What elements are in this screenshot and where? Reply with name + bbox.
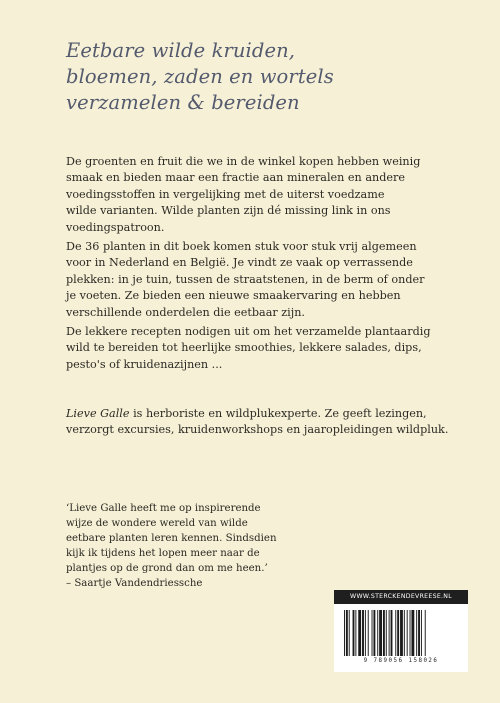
barcode-icon bbox=[342, 610, 460, 656]
text-line: De lekkere recepten nodigen uit om het verzamelde plantaardig bbox=[66, 325, 431, 338]
author-name: Lieve Galle bbox=[66, 407, 130, 420]
text-line: De 36 planten in dit boek komen stuk voor stuk vrij algemeen bbox=[66, 240, 417, 253]
plants-paragraph bbox=[66, 239, 456, 321]
title-line: Eetbare wilde kruiden, bbox=[66, 39, 296, 62]
author-bio-text: is herboriste en wildplukexperte. Ze geeft lezingen, bbox=[129, 407, 427, 420]
quote-attribution: – Saartje Vandendriessche bbox=[66, 578, 203, 589]
quote-line: ‘Lieve Galle heeft me op inspirerende bbox=[66, 503, 261, 514]
text-line bbox=[66, 406, 456, 422]
text-line: verzorgt excursies, kruidenworkshops en jaaropleidingen wildpluk. bbox=[66, 423, 449, 437]
quote-line: eetbare planten leren kennen. Sindsdien bbox=[66, 533, 277, 544]
quote-line: kijk ik tijdens het lopen meer naar de bbox=[66, 548, 260, 559]
text-line: De groenten en fruit die we in de winkel kopen hebben weinig bbox=[66, 155, 421, 168]
barcode-label bbox=[334, 590, 468, 672]
cover-title bbox=[66, 38, 446, 116]
text-line: wilde varianten. Wilde planten zijn dé missing link in ons bbox=[66, 204, 391, 218]
text-line: voor in Nederland en België. Je vindt ze vaak op verrassende bbox=[66, 256, 413, 270]
text-line: je voeten. Ze bieden een nieuwe smaakervaring en hebben bbox=[66, 289, 401, 303]
text-line: voedingsstoffen in vergelijking met de uiterst voedzame bbox=[66, 187, 385, 201]
quote-line: wijze de wondere wereld van wilde bbox=[66, 518, 248, 529]
text-line: wild te bereiden tot heerlijke smoothies, lekkere salades, dips, bbox=[66, 341, 422, 355]
recipes-paragraph bbox=[66, 324, 456, 373]
text-line: voedingspatroon. bbox=[66, 220, 165, 234]
text-line: verschillende onderdelen die eetbaar zijn. bbox=[66, 305, 305, 319]
author-bio bbox=[66, 406, 456, 439]
quote-line: plantjes op de grond dan om me heen.’ bbox=[66, 563, 268, 574]
text-line: pesto's of kruidenazijnen ... bbox=[66, 357, 223, 371]
testimonial-quote bbox=[66, 501, 456, 591]
isbn-number: 9 789056 158026 bbox=[363, 658, 439, 664]
title-line: verzamelen & bereiden bbox=[66, 91, 300, 114]
publisher-url: WWW.STERCKENDEVREESE.NL bbox=[334, 590, 468, 604]
text-line: plekken: in je tuin, tussen de straatstenen, in de berm of onder bbox=[66, 272, 425, 286]
intro-paragraph bbox=[66, 154, 456, 236]
title-line: bloemen, zaden en wortels bbox=[66, 65, 334, 88]
text-line: smaak en bieden maar een fractie aan mineralen en andere bbox=[66, 171, 405, 185]
